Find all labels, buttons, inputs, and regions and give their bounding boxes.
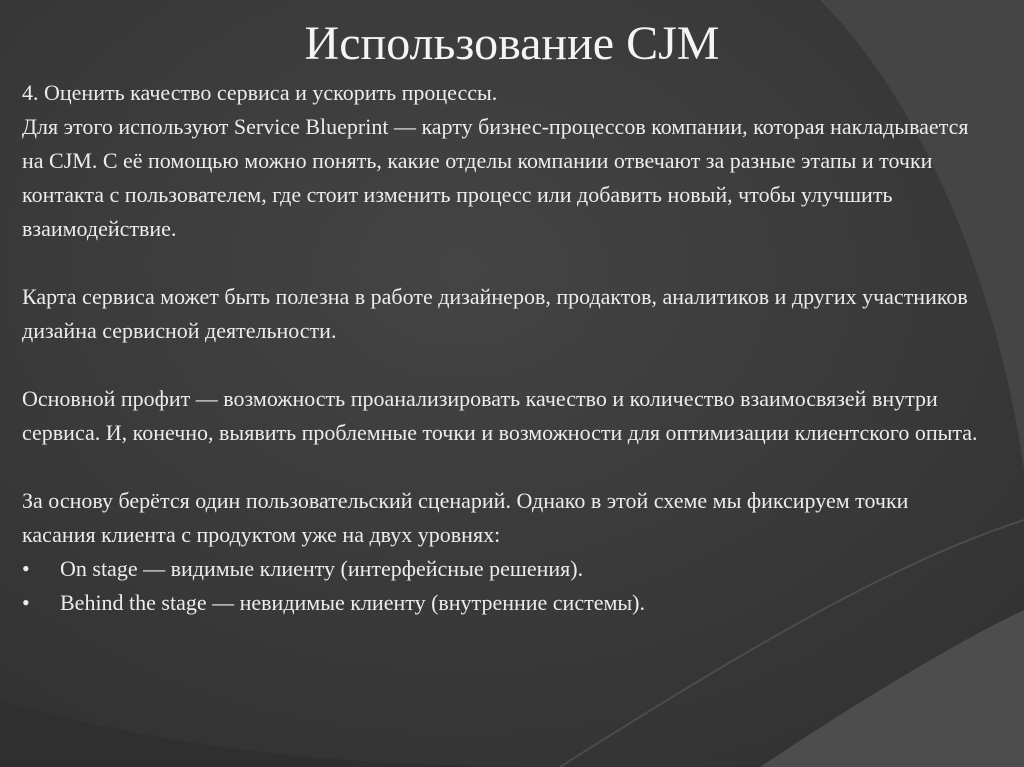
paragraph-spacer <box>22 246 982 280</box>
paragraph-service-map-usage: Карта сервиса может быть полезна в работе дизайнеров, продактов, аналитиков и других участников дизайна сервисной деятельности. <box>22 284 968 343</box>
slide-title: Использование CJM <box>304 17 720 70</box>
list-item-on-stage <box>22 552 982 586</box>
bullet-list <box>22 552 982 620</box>
bullet-icon: • <box>22 590 30 615</box>
bullet-icon: • <box>22 556 30 581</box>
list-item-behind-stage <box>22 586 982 620</box>
paragraph-spacer <box>22 450 982 484</box>
paragraph-main-profit: Основной профит — возможность проанализировать качество и количество взаимосвязей внутри сервиса. И, конечно, выявить проблемные точки и возможности для оптимизации клиентского опыта. <box>22 386 978 445</box>
point-heading: 4. Оценить качество сервиса и ускорить процессы. <box>22 80 498 105</box>
paragraph-scenario: За основу берётся один пользовательский сценарий. Однако в этой схеме мы фиксируем точки касания клиента с продуктом уже на двух уровнях: <box>22 488 909 547</box>
list-item-text: On stage — видимые клиенту (интерфейсные решения). <box>60 556 584 581</box>
slide-content <box>22 76 982 620</box>
list-item-text: Behind the stage — невидимые клиенту (внутренние системы). <box>60 590 645 615</box>
paragraph-service-blueprint: Для этого используют Service Blueprint — карту бизнес-процессов компании, которая накладывается на CJM. С её помощью можно понять, какие отделы компании отвечают за разные этапы и точки контакта с пользователем, где стоит изменить процесс или добавить новый, чтобы улучшить взаимодействие. <box>22 114 969 241</box>
paragraph-spacer <box>22 348 982 382</box>
